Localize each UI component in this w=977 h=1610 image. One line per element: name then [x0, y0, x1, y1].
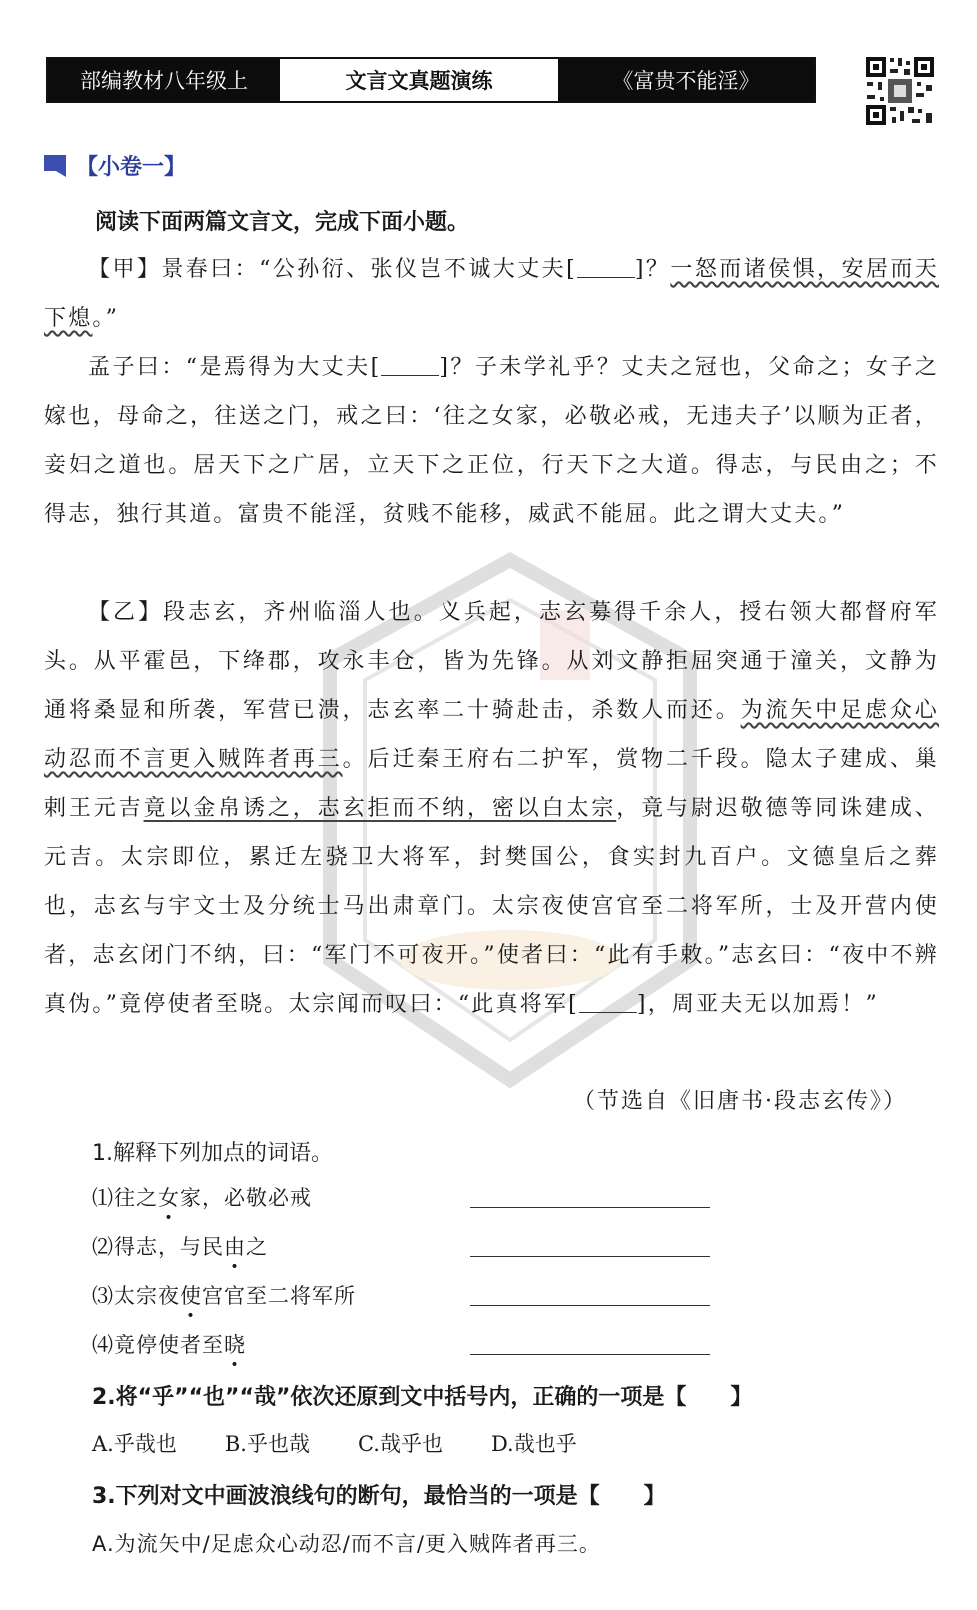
answer-line[interactable]	[470, 1256, 710, 1257]
answer-line[interactable]	[470, 1354, 710, 1355]
text-run: 景春曰：“公孙衍、张仪岂不诚大丈夫	[161, 257, 567, 282]
text-run: 孟子曰：“是焉得为大丈夫	[88, 355, 371, 380]
passage-yi	[44, 588, 939, 1029]
wavy-underlined-sentence: 一怒而诸侯惧，安居而天下熄	[44, 257, 939, 331]
text-run: 段志玄，齐州临淄人也。义兵起，志玄募得千余人，授右领大都督府军头。从平霍邑，下绛郡，攻永丰仓，皆为先锋。从刘文静拒屈突通于潼关，文静为通将桑显和所袭，军营已溃，志玄率二十骑赴击，杀数人而还。	[44, 600, 939, 723]
section-title: 【小卷一】	[76, 155, 187, 180]
passage-jia	[44, 245, 939, 539]
text-run: ，竟与尉迟敬德等同诛建成、元吉。太宗即位，累迁左骁卫大将军，封樊国公，食实封九百户。文德皇后之葬也，志玄与宇文士及分统士马出肃章门。太宗夜使宫官至二将军所，士及开营内使者，志玄闭门不纳，曰：“军门不可夜开。”使者曰：“此有手敕。”志玄曰：“夜中不辨真伪。”竟停使者至晓。太宗闻而叹曰：“此真将军	[44, 796, 939, 1017]
q1-item-4: ⑷竟停使者至晓	[92, 1333, 246, 1357]
option-c[interactable]: C.哉乎也	[357, 1432, 443, 1456]
question-2-title: 2.将“乎”“也”“哉”依次还原到文中括号内，正确的一项是【 】	[92, 1385, 753, 1410]
text-run: ？子未学礼乎？丈夫之冠也，父命之；女子之嫁也，母命之，往送之门，戒之曰：‘往之女家，必敬必戒，无违夫子’以顺为正者，妾妇之道也。居天下之广居，立天下之正位，行天下之大道。得志，与民由之；不得志，独行其道。富贵不能淫，贫贱不能移，威武不能屈。此之谓大丈夫。”	[44, 355, 939, 527]
answer-blank[interactable]	[577, 257, 635, 278]
answer-blank[interactable]	[579, 992, 637, 1013]
paragraph: 【乙】段志玄，齐州临淄人也。义兵起，志玄募得千余人，授右领大都督府军头。从平霍邑，下绛郡，攻永丰仓，皆为先锋。从刘文静拒屈突通于潼关，文静为通将桑显和所袭，军营已溃，志玄率二十骑赴击，杀数人而还。为流矢中足虑众心动忍而不言更入贼阵者再三。后迁秦王府右二护军，赏物二千段。隐太子建成、巢剌王元吉竟以金帛诱之，志玄拒而不纳，密以白太宗，竟与尉迟敬德等同诛建成、元吉。太宗即位，累迁左骁卫大将军，封樊国公，食实封九百户。文德皇后之葬也，志玄与宇文士及分统士马出肃章门。太宗夜使宫官至二将军所，士及开营内使者，志玄闭门不纳，曰：“军门不可夜开。”使者曰：“此有手敕。”志玄曰：“夜中不辨真伪。”竟停使者至晓。太宗闻而叹曰：“此真将军[ ]，周亚夫无以加焉！”	[44, 600, 939, 1017]
paragraph: 【甲】景春曰：“公孙衍、张仪岂不诚大丈夫[ ]？一怒而诸侯惧，安居而天下熄。”	[44, 257, 939, 331]
text-run: ？	[645, 257, 671, 282]
text-run: 。”	[92, 306, 120, 331]
header-bar	[46, 57, 816, 103]
source-citation: （节选自《旧唐书·段志玄传》）	[573, 1089, 907, 1114]
instruction: 阅读下面两篇文言文，完成下面小题。	[95, 210, 470, 235]
qr-code-icon	[864, 55, 936, 127]
option-b[interactable]: B.乎也哉	[224, 1432, 310, 1456]
option-a[interactable]: A.乎哉也	[92, 1432, 177, 1456]
paragraph: 孟子曰：“是焉得为大丈夫[ ]？子未学礼乎？丈夫之冠也，父命之；女子之嫁也，母命之，往送之门，戒之曰：‘往之女家，必敬必戒，无违夫子’以顺为正者，妾妇之道也。居天下之广居，立天下之正位，行天下之大道。得志，与民由之；不得志，独行其道。富贵不能淫，贫贱不能移，威武不能屈。此之谓大丈夫。”	[44, 355, 939, 527]
q3-option-a[interactable]: A.为流矢中/足虑众心动忍/而不言/更入贼阵者再三。	[92, 1532, 601, 1556]
bookmark-icon	[44, 155, 70, 177]
header-lesson: 《富贵不能淫》	[558, 59, 814, 101]
passage-label: 【乙】	[88, 600, 164, 625]
wavy-underlined-sentence: 为流矢中足虑众心动忍而不言更入贼阵者再三	[44, 698, 939, 772]
text-run: ，周亚夫无以加焉！”	[647, 992, 879, 1017]
question-3-title: 3.下列对文中画波浪线句的断句，最恰当的一项是【 】	[92, 1484, 666, 1509]
q1-item-2: ⑵得志，与民由之	[92, 1235, 268, 1259]
question-2-options	[92, 1428, 577, 1458]
header-grade: 部编教材八年级上	[48, 59, 280, 101]
passage-label: 【甲】	[88, 257, 162, 282]
option-d[interactable]: D.哉也乎	[490, 1432, 577, 1456]
question-1-title: 1.解释下列加点的词语。	[92, 1141, 333, 1166]
underlined-sentence: 竟以金帛诱之，志玄拒而不纳，密以白太宗	[143, 796, 617, 821]
answer-line[interactable]	[470, 1207, 710, 1208]
header-topic: 文言文真题演练	[280, 59, 558, 101]
q1-item-3: ⑶太宗夜使宫官至二将军所	[92, 1284, 356, 1308]
q1-item-1: ⑴往之女家，必敬必戒	[92, 1186, 312, 1210]
section-tag	[44, 150, 186, 181]
answer-blank[interactable]	[381, 355, 439, 376]
text-run: 。后迁秦王府右二护军，赏物二千段。隐太子建成、巢剌王元吉	[44, 747, 939, 821]
answer-line[interactable]	[470, 1305, 710, 1306]
